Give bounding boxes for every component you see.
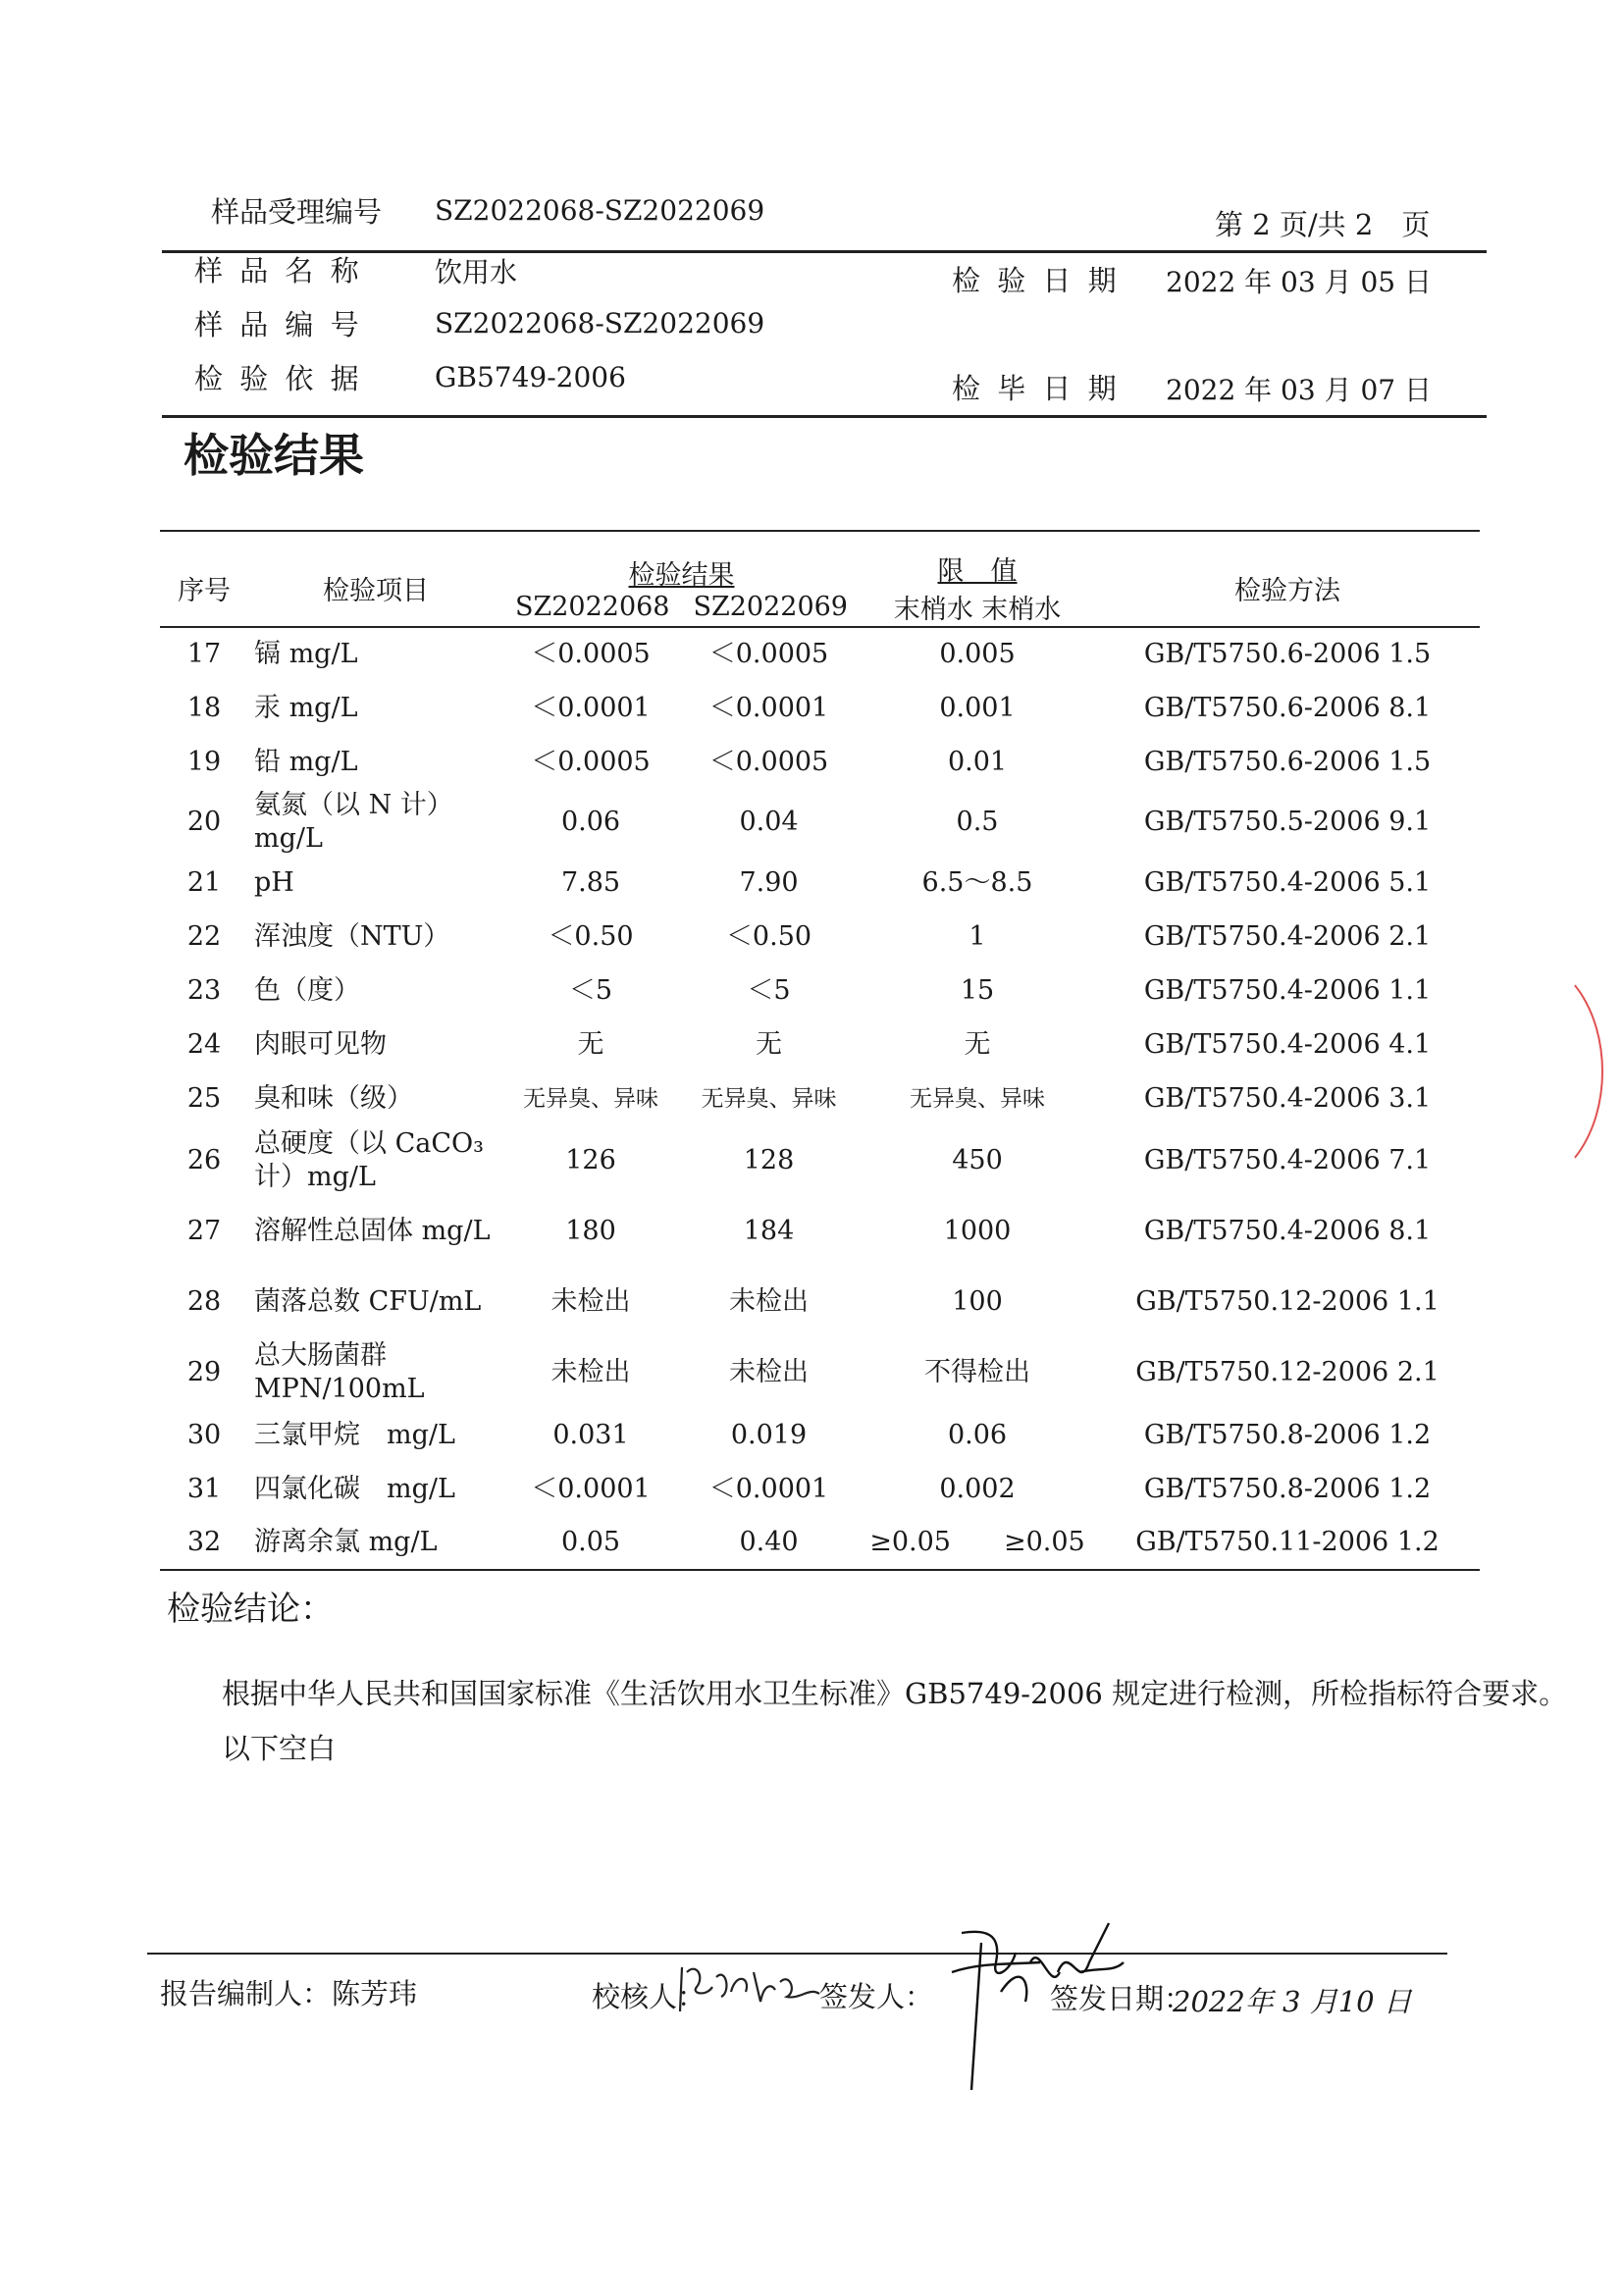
table-row xyxy=(160,964,1480,1018)
row-result-b: 0.40 xyxy=(678,1516,860,1570)
row-limit: 100 xyxy=(952,1286,1003,1317)
header-method: 检验方法 xyxy=(1095,549,1480,627)
author-label: 报告编制人： xyxy=(160,1977,332,2010)
row-limit: 0.06 xyxy=(947,1419,1008,1450)
row-result-b: ＜0.50 xyxy=(725,920,812,952)
row-method: GB/T5750.4-2006 7.1 xyxy=(1143,1145,1432,1175)
acceptance-label: 样品受理编号 xyxy=(211,195,383,229)
row-limit: 0.005 xyxy=(939,639,1016,669)
row-method: GB/T5750.5-2006 9.1 xyxy=(1143,807,1432,837)
row-method: GB/T5750.11-2006 1.2 xyxy=(1095,1516,1480,1570)
row-no: 20 xyxy=(186,807,222,837)
row-item: 菌落总数 CFU/mL xyxy=(254,1286,482,1317)
row-result-a: 无异臭、异味 xyxy=(523,1085,658,1112)
row-result-b: 无 xyxy=(756,1028,782,1060)
row-item: 色（度） xyxy=(254,974,360,1006)
row-item: 氨氮（以 N 计）mg/L xyxy=(254,790,453,854)
row-result-b: ＜0.0005 xyxy=(708,639,829,669)
table-row xyxy=(160,1462,1480,1516)
issuer-label: 签发人： xyxy=(819,1980,934,2013)
row-no: 17 xyxy=(186,639,222,669)
table-row xyxy=(160,735,1480,789)
meta-divider xyxy=(162,415,1487,418)
row-result-a: ＜0.50 xyxy=(548,920,634,952)
issue-date-value: 2022年 3 月10 日 xyxy=(1173,1985,1412,2018)
row-no: 24 xyxy=(186,1028,222,1060)
row-no: 19 xyxy=(186,746,222,777)
table-row xyxy=(160,856,1480,910)
row-method: GB/T5750.4-2006 2.1 xyxy=(1143,920,1432,952)
row-result-b: 128 xyxy=(743,1145,795,1175)
row-item: 总大肠菌群 MPN/100mL xyxy=(254,1340,425,1404)
table-row xyxy=(160,627,1480,681)
table-row xyxy=(160,1408,1480,1462)
header-result xyxy=(503,549,860,627)
row-result-b: ＜0.0001 xyxy=(708,692,829,723)
row-item: 总硬度（以 CaCO₃ 计）mg/L xyxy=(254,1128,484,1192)
row-result-a: ＜5 xyxy=(568,974,613,1006)
row-method: GB/T5750.4-2006 4.1 xyxy=(1143,1028,1432,1060)
row-result-b: ＜5 xyxy=(747,974,791,1006)
end-date-value: 2022 年 03 月 07 日 xyxy=(1166,374,1433,406)
table-row xyxy=(160,789,1480,856)
row-result-a: ＜0.0005 xyxy=(531,639,651,669)
basis-label: 检 验 依 据 xyxy=(194,362,363,395)
header-limit-title: 限 值 xyxy=(937,556,1018,587)
row-limit: 15 xyxy=(960,974,995,1006)
table-row xyxy=(160,1071,1480,1125)
row-limit: 0.001 xyxy=(939,692,1016,723)
row-result-a: 0.031 xyxy=(552,1419,629,1450)
row-result-a: ＜0.0001 xyxy=(531,692,651,723)
table-row xyxy=(160,1196,1480,1267)
blank-note: 以下空白 xyxy=(222,1732,337,1765)
table-top-line xyxy=(160,530,1480,532)
header-limit-b: 末梢水 xyxy=(981,595,1062,625)
row-no: 28 xyxy=(186,1286,222,1317)
sample-name-label: 样 品 名 称 xyxy=(194,254,363,287)
row-result-a: 未检出 xyxy=(550,1286,631,1317)
row-no: 25 xyxy=(186,1082,222,1114)
row-no: 27 xyxy=(186,1216,222,1246)
row-limit: 0.5 xyxy=(956,807,999,837)
row-method: GB/T5750.8-2006 1.2 xyxy=(1143,1419,1432,1450)
row-result-b: ＜0.0001 xyxy=(708,1473,829,1504)
row-item: 肉眼可见物 xyxy=(254,1028,387,1060)
results-table xyxy=(160,549,1480,1571)
row-result-b: 0.019 xyxy=(730,1419,808,1450)
row-item: pH xyxy=(254,866,294,898)
table-row xyxy=(160,1018,1480,1071)
row-item: 游离余氯 mg/L xyxy=(248,1516,503,1570)
author-name: 陈芳玮 xyxy=(332,1977,418,2010)
row-limit: 6.5～8.5 xyxy=(921,866,1033,898)
row-method: GB/T5750.4-2006 8.1 xyxy=(1143,1216,1432,1246)
row-limit: 无异臭、异味 xyxy=(910,1085,1045,1112)
row-result-b: 184 xyxy=(743,1216,795,1246)
row-no: 31 xyxy=(186,1473,222,1504)
row-result-a: 0.05 xyxy=(503,1516,678,1570)
sample-name-value: 饮用水 xyxy=(435,256,518,288)
row-result-a: 0.06 xyxy=(560,807,621,837)
row-item: 铅 mg/L xyxy=(254,746,358,777)
header-limit xyxy=(860,549,1095,627)
header-result-title: 检验结果 xyxy=(628,560,735,591)
row-limit: 1000 xyxy=(943,1216,1012,1246)
row-result-a: 126 xyxy=(565,1145,616,1175)
conclusion-text: 根据中华人民共和国国家标准《生活饮用水卫生标准》GB5749-2006 规定进行检测，所检指标符合要求。 xyxy=(222,1677,1568,1710)
row-item: 三氯甲烷 mg/L xyxy=(254,1419,455,1450)
row-result-a: 无 xyxy=(577,1028,604,1060)
sample-no-label: 样 品 编 号 xyxy=(194,308,363,341)
row-method: GB/T5750.4-2006 5.1 xyxy=(1143,866,1432,898)
row-no: 21 xyxy=(186,866,222,898)
row-result-b: 未检出 xyxy=(729,1286,809,1317)
row-limit: ≥0.05 ≥0.05 xyxy=(860,1516,1095,1570)
page-info: 第 2 页/共 2 页 xyxy=(1215,208,1431,241)
test-date-label: 检 验 日 期 xyxy=(952,264,1121,297)
acceptance-value: SZ2022068-SZ2022069 xyxy=(435,194,765,227)
reviewer-label: 校核人： xyxy=(592,1980,707,2013)
row-result-a: ＜0.0001 xyxy=(531,1473,651,1504)
row-item: 四氯化碳 mg/L xyxy=(254,1473,455,1504)
row-no: 32 xyxy=(160,1516,248,1570)
row-limit: 不得检出 xyxy=(924,1357,1030,1387)
row-limit: 0.002 xyxy=(939,1473,1016,1504)
row-result-a: 7.85 xyxy=(560,866,621,898)
table-row xyxy=(160,1125,1480,1196)
row-method: GB/T5750.6-2006 1.5 xyxy=(1143,639,1432,669)
header-item: 检验项目 xyxy=(248,549,503,627)
basis-value: GB5749-2006 xyxy=(435,361,626,393)
table-row xyxy=(160,1516,1480,1570)
row-result-b: 未检出 xyxy=(729,1357,809,1387)
test-date-value: 2022 年 03 月 05 日 xyxy=(1166,266,1433,298)
row-item: 溶解性总固体 mg/L xyxy=(254,1216,491,1246)
table-row xyxy=(160,1267,1480,1337)
row-method: GB/T5750.12-2006 2.1 xyxy=(1135,1357,1440,1387)
row-method: GB/T5750.6-2006 1.5 xyxy=(1143,746,1432,777)
row-limit: 450 xyxy=(952,1145,1003,1175)
row-no: 30 xyxy=(186,1419,222,1450)
row-no: 18 xyxy=(186,692,222,723)
table-row xyxy=(160,681,1480,735)
row-item: 浑浊度（NTU） xyxy=(254,920,450,952)
row-result-a: 180 xyxy=(565,1216,616,1246)
row-no: 26 xyxy=(186,1145,222,1175)
sample-no-value: SZ2022068-SZ2022069 xyxy=(435,307,765,339)
row-result-b: 无异臭、异味 xyxy=(701,1085,837,1112)
row-method: GB/T5750.6-2006 8.1 xyxy=(1143,692,1432,723)
end-date-label: 检 毕 日 期 xyxy=(952,372,1121,405)
header-limit-a: 末梢水 xyxy=(893,595,973,625)
header-no: 序号 xyxy=(160,549,248,627)
row-result-b: 7.90 xyxy=(739,866,799,898)
row-item: 汞 mg/L xyxy=(254,692,358,723)
row-no: 22 xyxy=(186,920,222,952)
row-method: GB/T5750.8-2006 1.2 xyxy=(1143,1473,1432,1504)
row-limit: 0.01 xyxy=(947,746,1008,777)
row-item: 镉 mg/L xyxy=(254,639,358,669)
reviewer-signature-image xyxy=(677,1953,824,2021)
row-item: 臭和味（级） xyxy=(254,1082,413,1114)
row-limit: 1 xyxy=(969,920,986,952)
stamp-edge xyxy=(1442,957,1603,1186)
row-method: GB/T5750.4-2006 3.1 xyxy=(1143,1082,1432,1114)
row-result-a: ＜0.0005 xyxy=(531,746,651,777)
section-title: 检验结果 xyxy=(183,429,364,482)
row-result-a: 未检出 xyxy=(550,1357,631,1387)
conclusion-title: 检验结论： xyxy=(167,1590,334,1629)
row-limit: 无 xyxy=(964,1028,991,1060)
table-header-row xyxy=(160,549,1480,627)
table-row xyxy=(160,910,1480,964)
header-result-b: SZ2022069 xyxy=(693,592,848,622)
row-no: 29 xyxy=(186,1357,222,1387)
table-row xyxy=(160,1337,1480,1408)
row-method: GB/T5750.4-2006 1.1 xyxy=(1143,974,1432,1006)
row-no: 23 xyxy=(186,974,222,1006)
issue-date-label: 签发日期： xyxy=(1050,1982,1193,2015)
row-method: GB/T5750.12-2006 1.1 xyxy=(1135,1286,1440,1317)
row-result-b: ＜0.0005 xyxy=(708,746,829,777)
header-result-a: SZ2022068 xyxy=(514,592,670,622)
row-result-b: 0.04 xyxy=(739,807,799,837)
